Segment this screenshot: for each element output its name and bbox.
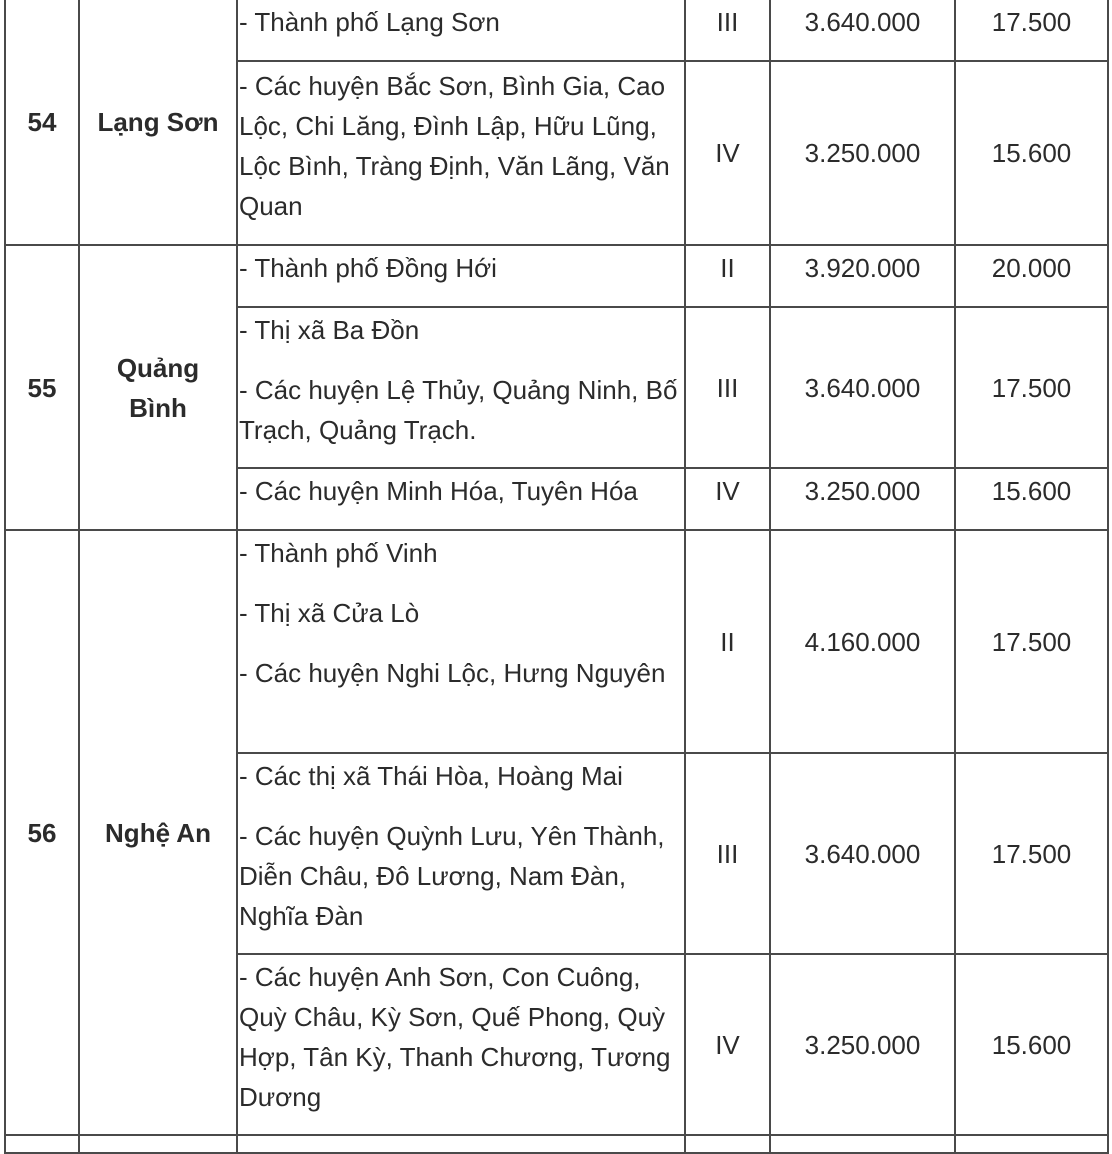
monthly-wage-cell	[769, 953, 956, 1136]
province-name: Nghệ An	[105, 817, 211, 848]
monthly-wage-value: 3.920.000	[804, 253, 921, 283]
hourly-wage-cell	[954, 0, 1109, 62]
area-text: - Các huyện Bắc Sơn, Bình Gia, Cao Lộc, Chi Lăng, Đình Lập, Hữu Lũng, Lộc Bình, Tràng Định, Văn Lãng, Văn Quan	[239, 71, 670, 221]
area-cell	[236, 467, 686, 531]
monthly-wage-value: 3.640.000	[804, 372, 921, 403]
area-text: - Thị xã Ba Đồn	[239, 315, 420, 345]
region-value: IV	[715, 138, 740, 168]
row-number-cell	[4, 244, 80, 531]
area-cell	[236, 529, 686, 754]
hourly-wage-cell	[954, 529, 1109, 754]
region-cell	[684, 529, 771, 754]
area-cell	[236, 0, 686, 62]
area-text: - Các thị xã Thái Hòa, Hoàng Mai	[239, 761, 623, 791]
row-number-cell	[4, 529, 80, 1136]
next-row-cell	[954, 1134, 1109, 1154]
area-text: - Thị xã Cửa Lò	[239, 598, 420, 628]
area-cell	[236, 306, 686, 469]
hourly-wage-value: 15.600	[991, 1029, 1072, 1060]
row-number: 55	[27, 372, 57, 403]
area-cell	[236, 953, 686, 1136]
region-value: IV	[715, 1029, 740, 1060]
region-value: III	[716, 372, 739, 403]
next-row-cell	[236, 1134, 686, 1154]
region-value: III	[716, 7, 739, 37]
hourly-wage-cell	[954, 60, 1109, 246]
hourly-wage-cell	[954, 752, 1109, 955]
monthly-wage-cell	[769, 60, 956, 246]
area-cell	[236, 752, 686, 955]
region-cell	[684, 244, 771, 308]
hourly-wage-cell	[954, 306, 1109, 469]
area-cell	[236, 244, 686, 308]
monthly-wage-value: 4.160.000	[804, 626, 921, 657]
region-value: II	[720, 253, 735, 283]
area-text: - Các huyện Lệ Thủy, Quảng Ninh, Bố Trạch, Quảng Trạch.	[239, 375, 678, 445]
area-cell	[236, 60, 686, 246]
monthly-wage-value: 3.640.000	[804, 7, 921, 37]
province-cell	[78, 0, 238, 246]
hourly-wage-value: 20.000	[991, 253, 1072, 283]
row-number-cell	[4, 0, 80, 246]
region-value: II	[720, 626, 735, 657]
monthly-wage-cell	[769, 752, 956, 955]
row-number: 56	[27, 817, 57, 848]
hourly-wage-value: 17.500	[991, 372, 1072, 403]
monthly-wage-value: 3.250.000	[804, 138, 921, 168]
region-cell	[684, 953, 771, 1136]
region-cell	[684, 467, 771, 531]
region-value: IV	[715, 476, 740, 506]
province-cell	[78, 244, 238, 531]
hourly-wage-value: 17.500	[991, 838, 1072, 869]
region-value: III	[716, 838, 739, 869]
next-row-cell	[769, 1134, 956, 1154]
province-name: Quảng Bình	[116, 352, 200, 423]
area-text: - Các huyện Quỳnh Lưu, Yên Thành, Diễn Châu, Đô Lương, Nam Đàn, Nghĩa Đàn	[239, 821, 665, 931]
monthly-wage-cell	[769, 244, 956, 308]
region-cell	[684, 0, 771, 62]
hourly-wage-value: 17.500	[991, 7, 1072, 37]
monthly-wage-cell	[769, 0, 956, 62]
hourly-wage-value: 15.600	[991, 138, 1072, 168]
monthly-wage-value: 3.250.000	[804, 1029, 921, 1060]
region-cell	[684, 60, 771, 246]
monthly-wage-cell	[769, 529, 956, 754]
hourly-wage-cell	[954, 467, 1109, 531]
monthly-wage-cell	[769, 467, 956, 531]
next-row-cell	[684, 1134, 771, 1154]
area-text: - Thành phố Đồng Hới	[239, 253, 497, 283]
province-name: Lạng Sơn	[97, 107, 219, 137]
next-row-cell	[78, 1134, 238, 1154]
hourly-wage-value: 15.600	[991, 476, 1072, 506]
hourly-wage-value: 17.500	[991, 626, 1072, 657]
hourly-wage-cell	[954, 244, 1109, 308]
province-cell	[78, 529, 238, 1136]
area-text: - Các huyện Anh Sơn, Con Cuông, Quỳ Châu, Kỳ Sơn, Quế Phong, Quỳ Hợp, Tân Kỳ, Thanh Chương, Tương Dương	[239, 962, 671, 1112]
region-cell	[684, 752, 771, 955]
area-text: - Thành phố Vinh	[239, 538, 438, 568]
area-text: - Các huyện Minh Hóa, Tuyên Hóa	[239, 476, 638, 506]
monthly-wage-value: 3.640.000	[804, 838, 921, 869]
monthly-wage-value: 3.250.000	[804, 476, 921, 506]
area-text: - Thành phố Lạng Sơn	[239, 7, 500, 37]
monthly-wage-cell	[769, 306, 956, 469]
area-text: - Các huyện Nghi Lộc, Hưng Nguyên	[239, 658, 666, 688]
hourly-wage-cell	[954, 953, 1109, 1136]
row-number: 54	[27, 107, 57, 137]
region-cell	[684, 306, 771, 469]
next-row-cell	[4, 1134, 80, 1154]
